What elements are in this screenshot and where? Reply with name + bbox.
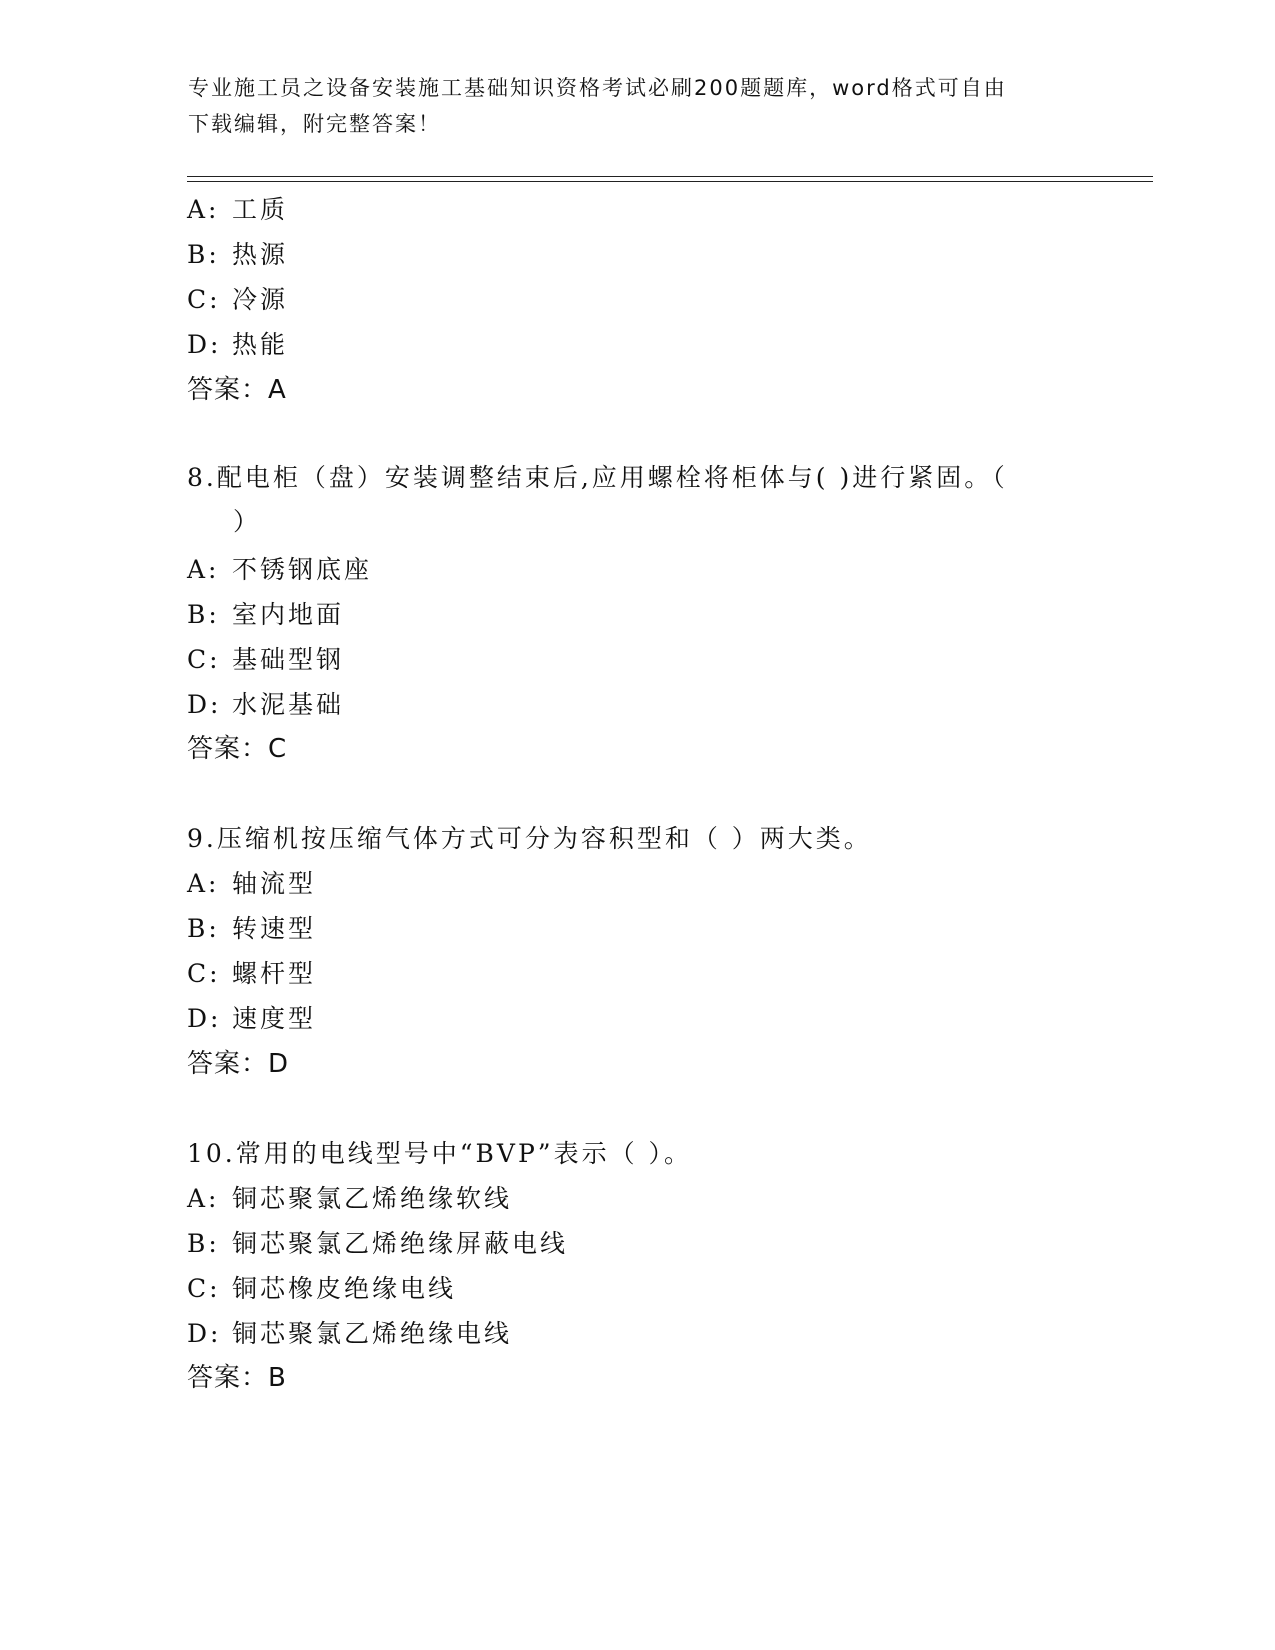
option-key: A: — [187, 195, 220, 224]
q9-option-c — [187, 957, 316, 991]
option-key: D: — [187, 330, 222, 359]
option-key: C: — [187, 1274, 221, 1303]
header-divider-bottom — [187, 181, 1153, 182]
option-key: C: — [187, 285, 221, 314]
option-key: C: — [187, 959, 221, 988]
q8-option-c — [187, 643, 344, 677]
option-text: 室内地面 — [232, 600, 345, 629]
option-text: 铜芯聚氯乙烯绝缘软线 — [232, 1184, 513, 1213]
q7-answer: 答案：A — [187, 375, 287, 405]
option-text: 速度型 — [232, 1004, 317, 1033]
option-text: 轴流型 — [232, 869, 317, 898]
option-key: A: — [187, 1184, 220, 1213]
option-key: D: — [187, 1004, 222, 1033]
option-key: C: — [187, 645, 221, 674]
header-divider-top — [187, 176, 1153, 177]
q8-stem: 8.配电柜（盘）安装调整结束后,应用螺栓将柜体与( )进行紧固。（ — [187, 463, 1008, 492]
q10-option-a — [187, 1182, 512, 1216]
option-key: B: — [187, 240, 220, 269]
q9-stem: 9.压缩机按压缩气体方式可分为容积型和（ ）两大类。 — [187, 824, 872, 853]
option-text: 铜芯橡皮绝缘电线 — [232, 1274, 457, 1303]
q10-stem: 10.常用的电线型号中“BVP”表示（ ）。 — [187, 1139, 693, 1168]
option-text: 转速型 — [232, 914, 317, 943]
q10-option-b — [187, 1227, 568, 1261]
q8-stem-continued: ） — [233, 507, 262, 536]
q9-answer: 答案：D — [187, 1049, 290, 1079]
q8-option-a — [187, 553, 372, 587]
option-text: 水泥基础 — [232, 690, 345, 719]
q10-answer: 答案：B — [187, 1363, 287, 1393]
option-key: B: — [187, 600, 220, 629]
header-line-1: 专业施工员之设备安装施工基础知识资格考试必刷200题题库，word格式可自由 — [188, 76, 1007, 100]
q8-answer: 答案：C — [187, 734, 288, 764]
q10-option-c — [187, 1272, 456, 1306]
option-text: 冷源 — [232, 285, 289, 314]
q7-option-b — [187, 238, 288, 272]
option-key: A: — [187, 869, 220, 898]
q7-option-d — [187, 328, 288, 362]
option-text: 不锈钢底座 — [232, 555, 373, 584]
q8-option-d — [187, 688, 344, 722]
option-text: 热源 — [232, 240, 289, 269]
option-key: B: — [187, 914, 220, 943]
option-key: B: — [187, 1229, 220, 1258]
q10-option-d — [187, 1317, 512, 1351]
q9-option-b — [187, 912, 316, 946]
q8-option-b — [187, 598, 344, 632]
q9-option-d — [187, 1002, 316, 1036]
option-text: 铜芯聚氯乙烯绝缘屏蔽电线 — [232, 1229, 569, 1258]
option-text: 螺杆型 — [232, 959, 317, 988]
option-text: 热能 — [232, 330, 289, 359]
header-line-2: 下载编辑，附完整答案！ — [188, 112, 441, 136]
q7-option-a — [187, 193, 288, 227]
option-key: D: — [187, 690, 222, 719]
option-text: 铜芯聚氯乙烯绝缘电线 — [232, 1319, 513, 1348]
document-header — [188, 70, 1088, 142]
option-key: D: — [187, 1319, 222, 1348]
option-text: 基础型钢 — [232, 645, 345, 674]
q7-option-c — [187, 283, 288, 317]
q9-option-a — [187, 867, 316, 901]
option-text: 工质 — [232, 195, 289, 224]
option-key: A: — [187, 555, 220, 584]
